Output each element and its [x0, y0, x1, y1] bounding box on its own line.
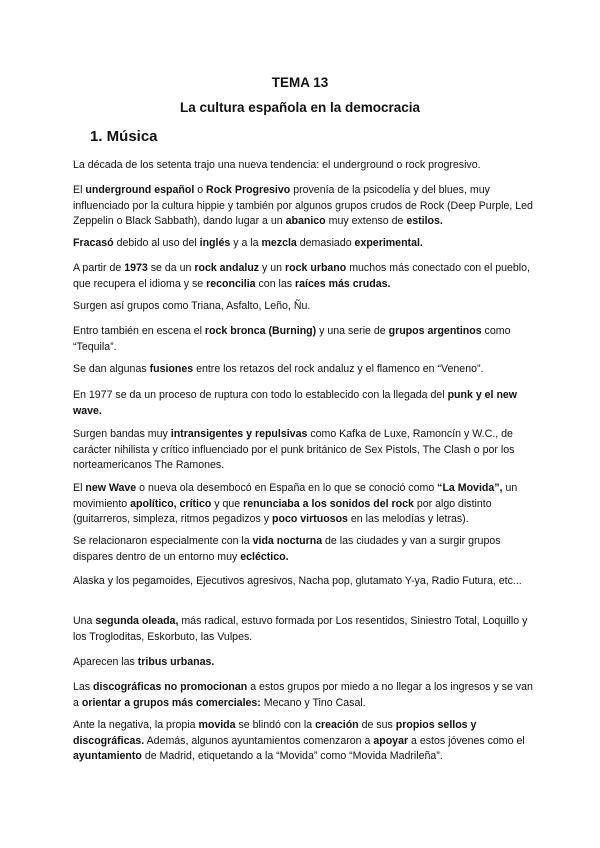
- bold-text: apoyar: [373, 734, 409, 747]
- text: debido al uso del: [113, 237, 200, 249]
- bold-text: Fracasó: [73, 237, 114, 249]
- bold-text: rock andaluz: [194, 262, 260, 274]
- text: El: [73, 482, 86, 494]
- bold-text: intransigentes y repulsivas: [170, 428, 308, 440]
- text: El: [73, 184, 86, 196]
- text: como Kafka de Luxe, Ramoncín y W.C., de carácter nihilista y crítico influenciado por el punk británico de Sex Pistols, The Clash o por los norteamericanos The Ramones.: [73, 428, 515, 471]
- bold-text: poco virtuosos: [272, 513, 348, 525]
- paragraph: [73, 158, 533, 174]
- bold-text: creación: [315, 719, 359, 731]
- bold-text: ecléctico.: [240, 550, 289, 563]
- bold-text: tribus urbanas.: [137, 656, 215, 668]
- bold-text: 1973: [124, 262, 148, 274]
- text: Se relacionaron especialmente con la: [73, 535, 253, 547]
- text: Surgen así grupos como Triana, Asfalto, Leño, Ñu.: [73, 300, 311, 312]
- paragraph: [73, 183, 533, 230]
- text: Además, algunos ayuntamientos comenzaron a: [144, 734, 374, 747]
- paragraph: [73, 481, 533, 528]
- text: de Madrid, etiquetando a la “Movida” como “Movida Madrileña”.: [141, 750, 443, 762]
- bold-text: fusiones: [149, 363, 194, 375]
- bold-text: mezcla: [261, 237, 297, 249]
- text: A partir de: [73, 262, 125, 274]
- text: o: [194, 184, 207, 196]
- text: Surgen bandas muy: [73, 428, 171, 440]
- bold-text: Rock Progresivo: [206, 184, 291, 196]
- text: a estos jóvenes como el: [408, 734, 525, 747]
- text: Una: [73, 615, 96, 627]
- paragraph: [73, 718, 533, 765]
- bold-text: propios sellos y discográficas.: [73, 719, 477, 747]
- paragraph: [73, 427, 533, 474]
- text: con las: [255, 277, 296, 290]
- bold-text: abanico: [285, 215, 326, 227]
- text: Alaska y los pegamoides, Ejecutivos agresivos, Nacha pop, glutamato Y-ya, Radio Futura, etc...: [73, 575, 522, 587]
- text: de sus: [358, 719, 396, 731]
- paragraph: [73, 299, 533, 315]
- text: muchos más conectado con el pueblo, que recupera el idioma y se: [73, 262, 531, 290]
- text: y que: [211, 497, 244, 510]
- text: entre los retazos del rock andaluz y el flamenco en “Veneno”.: [193, 363, 484, 375]
- bold-text: estilos.: [406, 215, 443, 227]
- paragraph: [73, 680, 533, 711]
- text: a estos grupos por miedo a no llegar a los ingresos y se van a: [73, 681, 533, 709]
- text: por algo distinto (guitarreros, simpleza, ritmos pegadizos y: [73, 497, 492, 525]
- text: En 1977 se da un proceso de ruptura con todo lo establecido con la llegada del: [73, 389, 448, 401]
- text: se da un: [147, 262, 195, 274]
- text: Aparecen las: [73, 656, 138, 668]
- text: un movimiento: [73, 482, 518, 510]
- bold-text: discográficas no promocionan: [93, 681, 248, 693]
- bold-text: inglés: [199, 237, 231, 249]
- bold-text: grupos argentinos: [388, 325, 482, 337]
- text: o nueva ola desembocó en España en lo que se conoció como: [136, 482, 438, 494]
- paragraph: [73, 324, 533, 355]
- text: La década de los setenta trajo una nueva tendencia: el underground o rock progresivo.: [73, 159, 481, 171]
- bold-text: rock bronca (Burning): [204, 325, 317, 337]
- paragraph: [73, 236, 533, 252]
- paragraph: [73, 574, 533, 590]
- text: Ante la negativa, la propia: [73, 719, 199, 731]
- text: y un: [259, 262, 286, 274]
- text: y a la: [230, 237, 262, 249]
- text: muy extenso de: [325, 215, 407, 227]
- bold-text: reconcilia: [206, 277, 256, 290]
- text: provenía de la psicodelia y del blues, muy influenciado por la cultura hippie y también por algunos grupos crudos de Rock (Deep Purple, Led Zeppelin o Black Sabbath), dando lugar a un: [73, 184, 533, 227]
- text: como “Tequila”.: [73, 325, 511, 353]
- text: Entro también en escena el: [73, 325, 205, 337]
- bold-text: renunciaba a los sonidos del rock: [243, 497, 414, 510]
- bold-text: punk y el new wave.: [73, 389, 518, 417]
- text: de las ciudades y van a surgir grupos dispares dentro de un entorno muy: [73, 535, 501, 563]
- bold-text: underground español: [85, 184, 195, 196]
- bold-text: raíces más crudas.: [295, 277, 391, 290]
- document-title: TEMA 13: [271, 75, 329, 90]
- paragraph: [73, 362, 533, 378]
- bold-text: orientar a grupos más comerciales:: [81, 696, 261, 709]
- bold-text: new Wave: [85, 482, 137, 494]
- bold-text: rock urbano: [285, 262, 347, 274]
- paragraph: [73, 655, 533, 671]
- text: y una serie de: [316, 325, 389, 337]
- paragraph: [73, 534, 533, 565]
- bold-text: movida: [198, 719, 236, 731]
- bold-text: apolítico, crítico: [130, 497, 212, 510]
- paragraph: [73, 261, 533, 292]
- bold-text: vida nocturna: [252, 535, 323, 547]
- text: Mecano y Tino Casal.: [260, 696, 366, 709]
- paragraph: [73, 388, 533, 419]
- bold-text: segunda oleada,: [95, 615, 179, 627]
- text: en las melodías y letras).: [347, 513, 469, 525]
- text: demasiado: [296, 237, 355, 249]
- text: Se dan algunas: [73, 363, 150, 375]
- paragraph: [73, 614, 533, 645]
- bold-text: experimental.: [354, 237, 423, 249]
- text: Las: [73, 681, 94, 693]
- document-subtitle: La cultura española en la democracia: [179, 100, 421, 115]
- section-heading: 1. Música: [90, 128, 158, 145]
- text: se blindó con la: [235, 719, 316, 731]
- bold-text: ayuntamiento: [73, 750, 142, 762]
- text: más radical, estuvo formada por Los resentidos, Siniestro Total, Loquillo y los Trogloditas, Eskorbuto, las Vulpes.: [73, 615, 528, 643]
- bold-text: “La Movida”,: [437, 482, 503, 494]
